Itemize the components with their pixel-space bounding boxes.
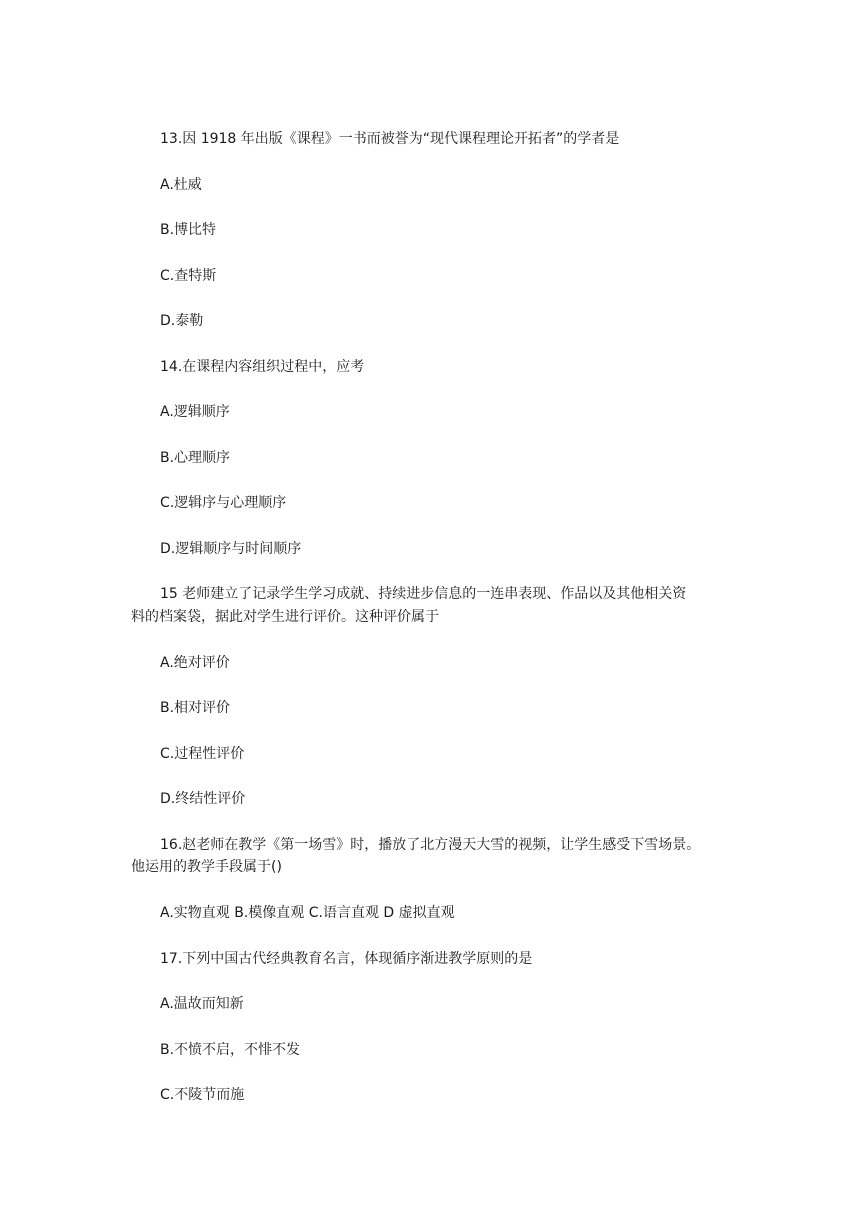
question-17-stem: 17.下列中国古代经典教育名言，体现循序渐进教学原则的是 (160, 950, 533, 967)
question-list (131, 128, 743, 1130)
question-14-option-d: D.逻辑顺序与时间顺序 (160, 540, 302, 557)
question-17-option-b: B.不愤不启，不悱不发 (160, 1041, 301, 1058)
question-16-stem-line-2: 他运用的教学手段属于() (131, 859, 282, 875)
question-14-option-a: A.逻辑顺序 (160, 404, 230, 420)
question-14-option-b: B.心理顺序 (160, 449, 231, 466)
question-15-option-c: C.过程性评价 (160, 745, 245, 762)
question-16-stem (131, 834, 743, 879)
question-15-option-b: B.相对评价 (160, 700, 231, 716)
question-14-stem: 14.在课程内容组织过程中，应考 (160, 358, 365, 375)
question-13-option-c: C.查特斯 (160, 267, 217, 284)
question-17-option-a: A.温故而知新 (160, 996, 244, 1012)
question-13-option-a: A.杜威 (160, 176, 202, 193)
question-15-stem-line-1: 15 老师建立了记录学生学习成就、持续进步信息的一连串表现、作品以及其他相关资 (160, 586, 687, 602)
question-14-option-c: C.逻辑序与心理顺序 (160, 495, 287, 511)
question-16-options: A.实物直观 B.模像直观 C.语言直观 D 虚拟直观 (160, 905, 455, 921)
question-13-option-b: B.博比特 (160, 222, 217, 238)
question-16-stem-line-1: 16.赵老师在教学《第一场雪》时，播放了北方漫天大雪的视频，让学生感受下雪场景。 (160, 836, 701, 853)
question-15-option-a: A.绝对评价 (160, 654, 230, 671)
question-17-option-c: C.不陵节而施 (160, 1087, 245, 1103)
question-15-stem (131, 583, 743, 628)
question-15-stem-line-2: 料的档案袋，据此对学生进行评价。这种评价属于 (131, 608, 439, 625)
question-15-option-d: D.终结性评价 (160, 791, 246, 807)
question-13-option-d: D.泰勒 (160, 313, 204, 329)
question-13-stem: 13.因 1918 年出版《课程》一书而被誉为“现代课程理论开拓者”的学者是 (160, 131, 620, 147)
